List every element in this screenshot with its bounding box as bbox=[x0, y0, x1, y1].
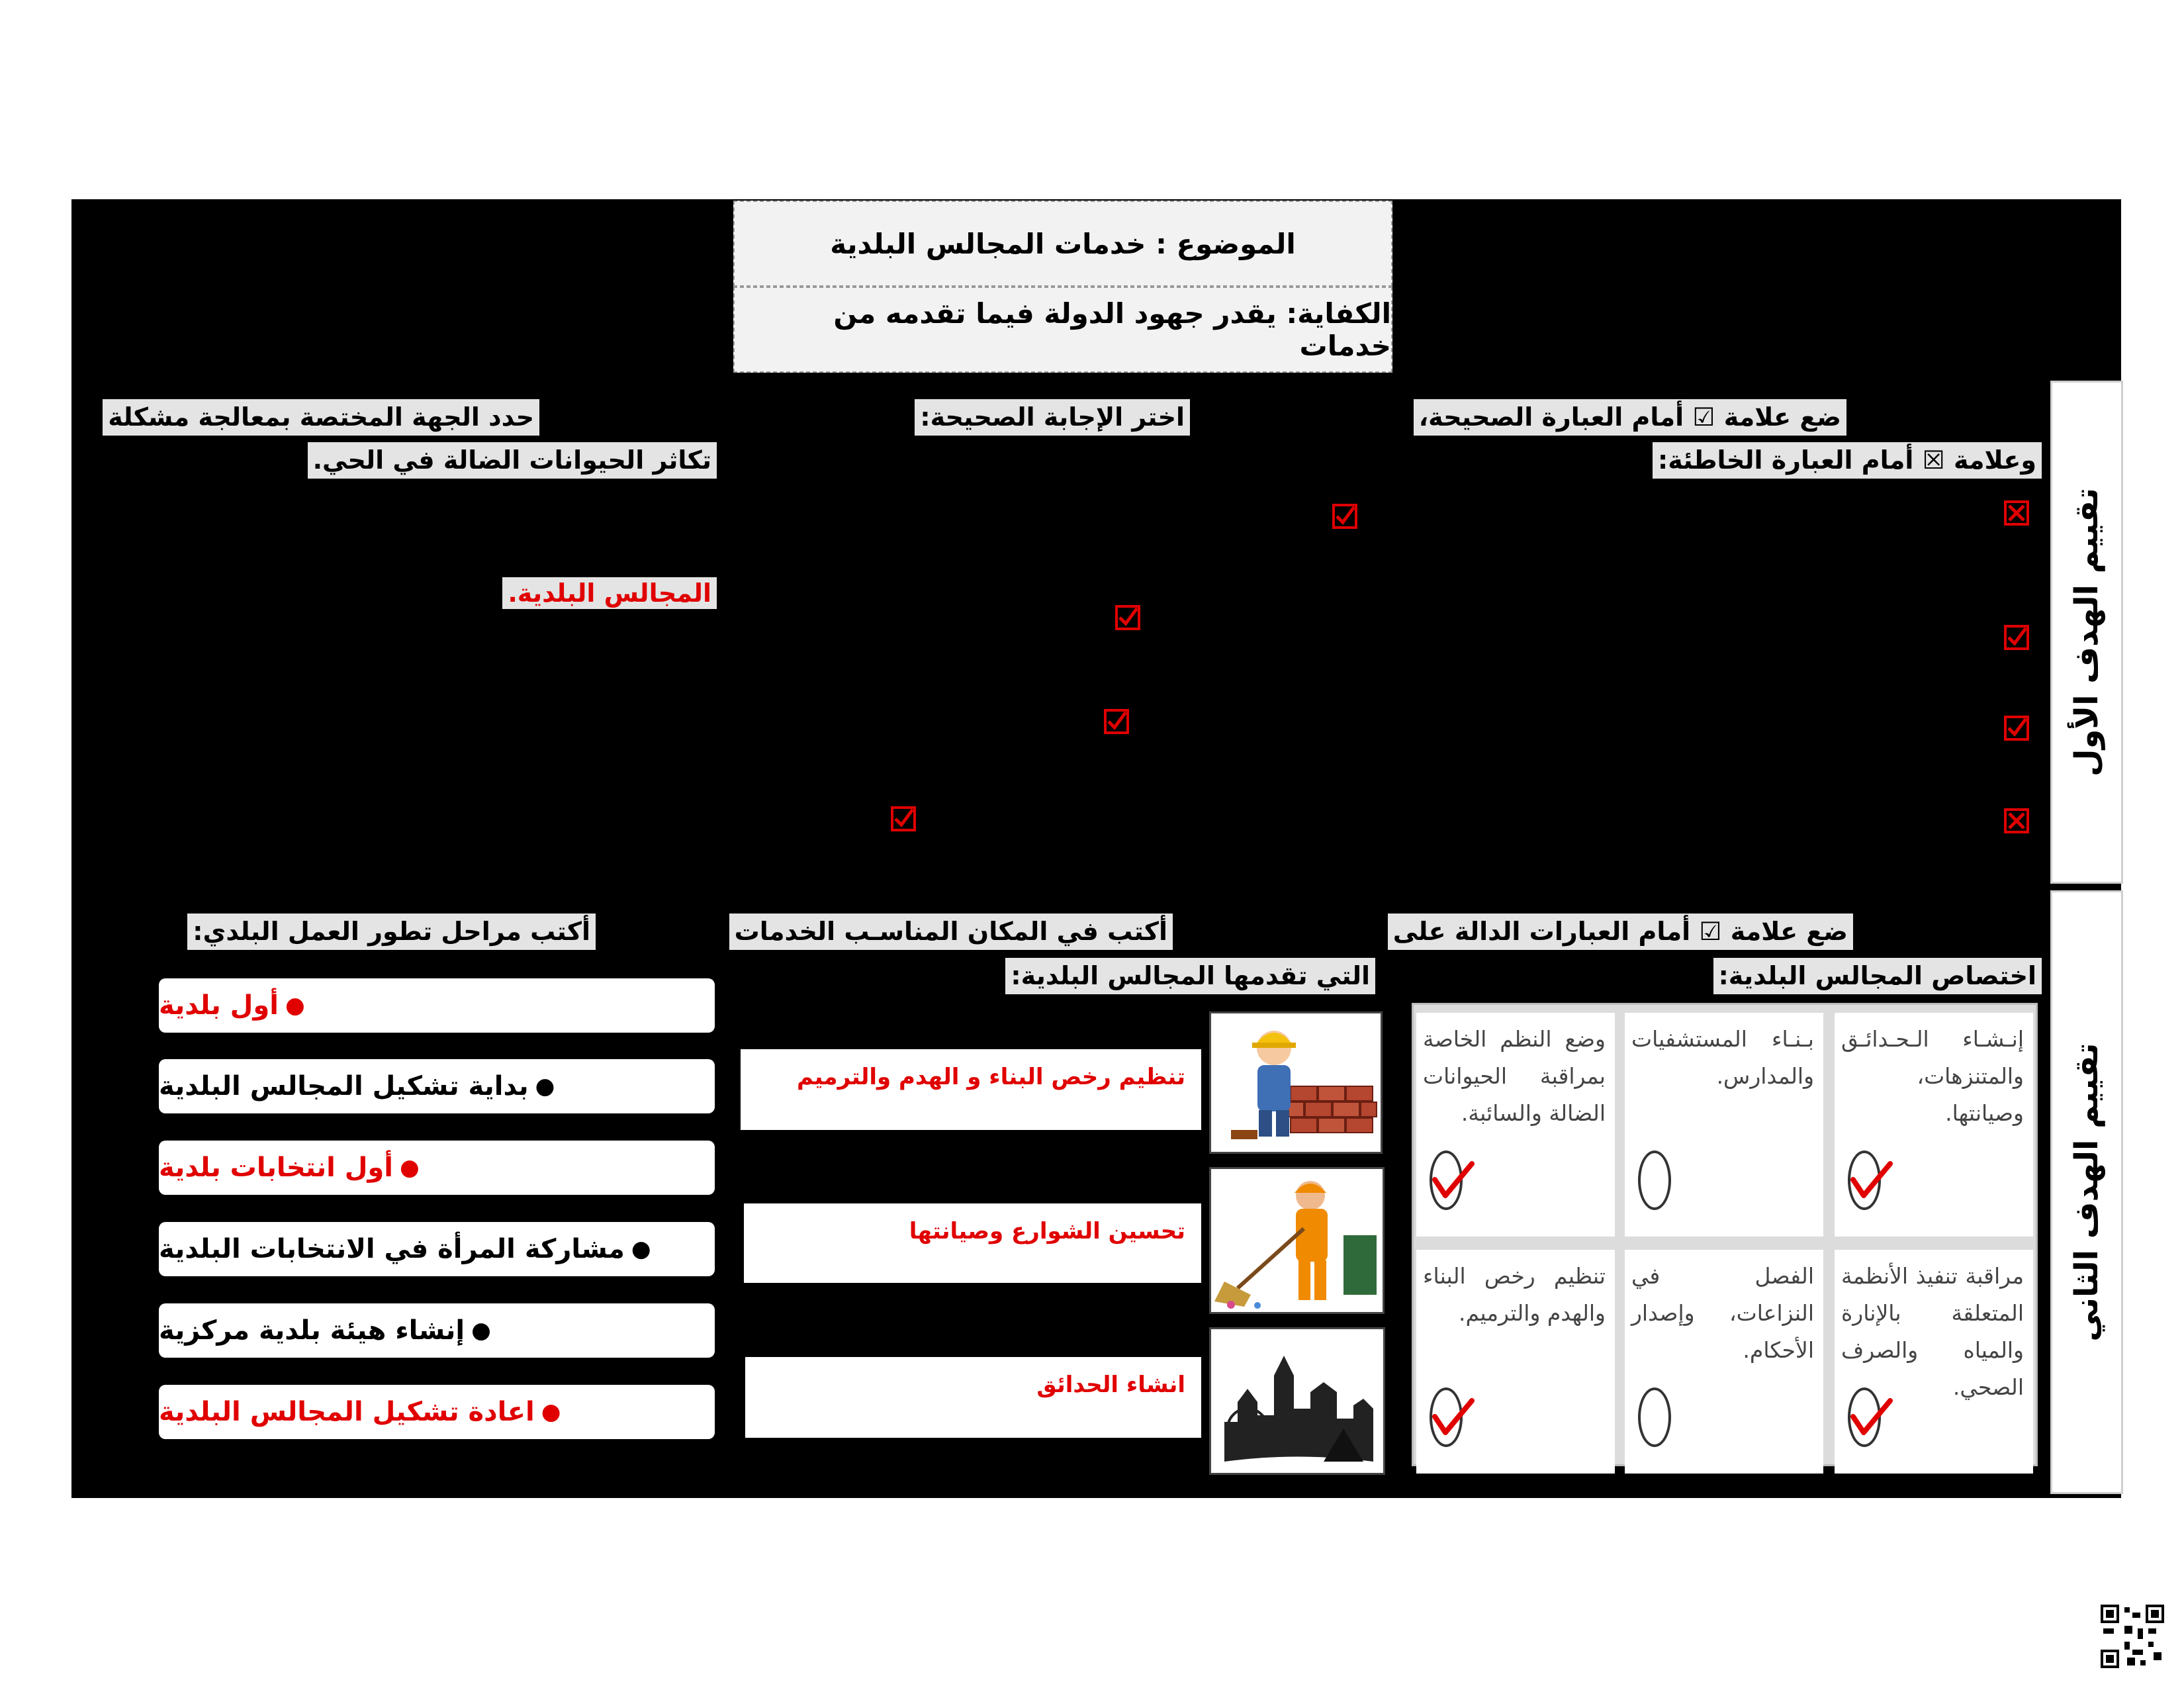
checked-circle-icon[interactable] bbox=[1848, 1387, 1881, 1447]
stage-text: اعادة تشكيل المجالس البلدية bbox=[159, 1397, 535, 1427]
stage-item[interactable] bbox=[159, 978, 715, 1033]
s2-q1-line2: اختصاص المجالس البلدية: bbox=[1713, 958, 2042, 994]
correct-mark-icon bbox=[1103, 708, 1130, 735]
wrong-mark-icon bbox=[2003, 808, 2030, 834]
amusement-park-image bbox=[1209, 1327, 1385, 1475]
bullet-icon: ● bbox=[400, 1154, 420, 1181]
service-answer-3[interactable]: انشاء الحدائق bbox=[745, 1357, 1201, 1438]
bullet-icon: ● bbox=[471, 1317, 491, 1344]
wrong-mark-icon bbox=[2003, 500, 2030, 526]
section1-sidebar bbox=[2050, 381, 2123, 884]
checked-circle-icon[interactable] bbox=[1430, 1387, 1463, 1447]
construction-worker-image bbox=[1209, 1011, 1383, 1154]
competency-option[interactable] bbox=[1416, 1250, 1615, 1474]
competency-option-text: تنظيم رخص البناء والهدم والترميم. bbox=[1423, 1263, 1606, 1327]
stage-item[interactable] bbox=[159, 1141, 715, 1195]
service-answer-2[interactable]: تحسين الشوارع وصيانتها bbox=[744, 1203, 1201, 1283]
stage-item[interactable] bbox=[159, 1222, 715, 1276]
competency-option[interactable] bbox=[1835, 1013, 2033, 1237]
competency-option-text: وضع النظم الخاصة بمراقبة الحيوانات الضالة والسائبة. bbox=[1423, 1026, 1606, 1127]
competency-option-text: الفصل في النزاعات، وإصدار الأحكام. bbox=[1631, 1263, 1814, 1364]
bullet-icon: ● bbox=[541, 1399, 561, 1425]
s2-q2-line1: أكتب في المكان المناسـب الخدمات bbox=[729, 914, 1173, 950]
correct-mark-icon bbox=[890, 806, 917, 832]
section2-sidebar bbox=[2050, 890, 2123, 1494]
competency-option-text: إنـشـاء الـحـدائـق والمتنزهات، وصيانتها. bbox=[1841, 1026, 2024, 1127]
empty-circle-icon[interactable] bbox=[1638, 1387, 1671, 1447]
competency-option[interactable] bbox=[1416, 1013, 1615, 1237]
competency-option[interactable] bbox=[1625, 1250, 1823, 1474]
bullet-icon: ● bbox=[631, 1236, 651, 1262]
stage-text: بداية تشكيل المجالس البلدية bbox=[159, 1071, 529, 1102]
competency-option-text: مراقبة تنفيذ الأنظمة المتعلقة بالإنارة والمياه والصرف الصحي. bbox=[1841, 1263, 2024, 1401]
checked-circle-icon[interactable] bbox=[1430, 1150, 1463, 1210]
section1-sidebar-label: تقييم الهدف الأول bbox=[2068, 487, 2105, 777]
s2-q2-line2: التي تقدمها المجالس البلدية: bbox=[1005, 958, 1375, 994]
stage-item[interactable] bbox=[159, 1303, 715, 1358]
stage-item[interactable] bbox=[159, 1059, 715, 1113]
competency-option-text: بـنـاء المستشفيات والمدارس. bbox=[1631, 1026, 1814, 1090]
s1-q2-title: اختر الإجابة الصحيحة: bbox=[915, 399, 1190, 436]
stage-text: أول انتخابات بلدية bbox=[159, 1152, 394, 1183]
s1-q3-line2: تكاثر الحيوانات الضالة في الحي. bbox=[308, 442, 717, 479]
bullet-icon: ● bbox=[535, 1073, 555, 1100]
street-sweeper-image bbox=[1209, 1167, 1385, 1314]
correct-mark-icon bbox=[2003, 624, 2030, 651]
qr-code bbox=[2101, 1605, 2164, 1668]
checked-circle-icon[interactable] bbox=[1848, 1150, 1881, 1210]
competency-option[interactable] bbox=[1625, 1013, 1823, 1237]
empty-circle-icon[interactable] bbox=[1638, 1150, 1671, 1210]
stage-text: مشاركة المرأة في الانتخابات البلدية bbox=[159, 1234, 625, 1264]
bullet-icon: ● bbox=[285, 992, 305, 1019]
competency-option[interactable] bbox=[1835, 1250, 2033, 1474]
correct-mark-icon bbox=[2003, 715, 2030, 741]
s2-q1-line1: ضع علامة ☑ أمام العبارات الدالة على bbox=[1388, 914, 1853, 950]
stage-text: إنشاء هيئة بلدية مركزية bbox=[159, 1315, 465, 1346]
stage-item[interactable] bbox=[159, 1385, 715, 1439]
correct-mark-icon bbox=[1115, 604, 1141, 631]
stage-text: أول بلدية bbox=[159, 990, 279, 1021]
topic-title: الموضوع : خدمات المجالس البلدية bbox=[733, 201, 1392, 287]
s1-q1-line2: وعلامة ☒ أمام العبارة الخاطئة: bbox=[1653, 442, 2042, 479]
competency-title: الكفاية: يقدر جهود الدولة فيما تقدمه من خدمات bbox=[733, 287, 1392, 373]
s1-q3-answer: المجالس البلدية. bbox=[502, 577, 717, 609]
s2-q3-title: أكتب مراحل تطور العمل البلدي: bbox=[187, 914, 596, 950]
correct-mark-icon bbox=[1332, 503, 1358, 530]
service-answer-1[interactable]: تنظيم رخص البناء و الهدم والترميم bbox=[741, 1049, 1201, 1130]
s1-q1-line1: ضع علامة ☑ أمام العبارة الصحيحة، bbox=[1414, 399, 1846, 436]
s1-q3-line1: حدد الجهة المختصة بمعالجة مشكلة bbox=[103, 399, 539, 436]
section2-sidebar-label: تقييم الهدف الثاني bbox=[2068, 1043, 2105, 1342]
